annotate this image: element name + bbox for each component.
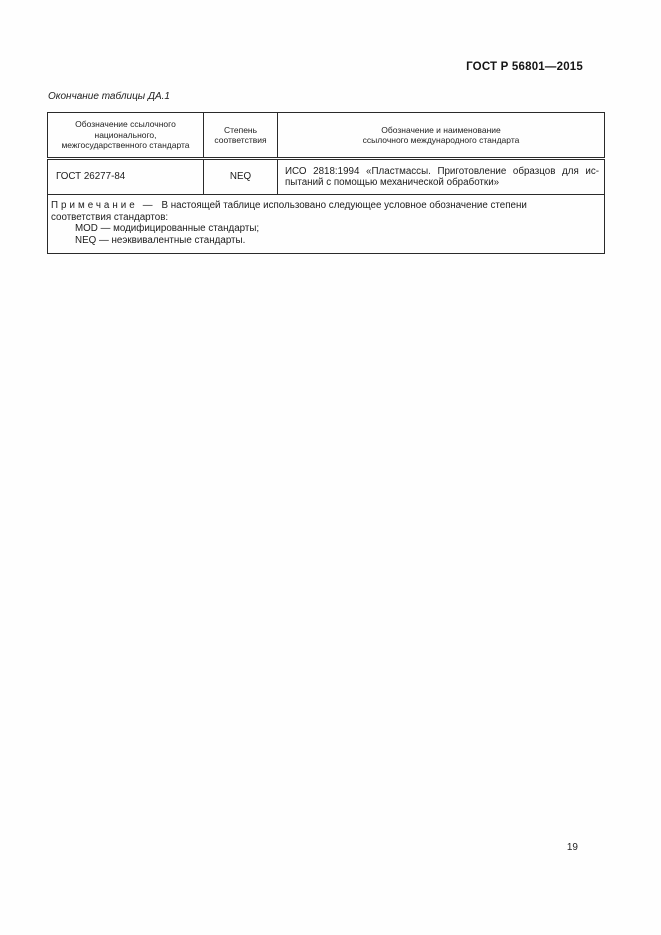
international-standard-line: пытаний с помощью механической обработки» — [285, 177, 500, 188]
table-body — [48, 159, 605, 254]
international-standard-line: ИСО 2818:1994 «Пластмассы. Приготовление образцов для ис- — [285, 165, 599, 177]
header-degree — [204, 113, 278, 159]
note-label: Примечание — [51, 200, 138, 211]
header-line: национального, — [94, 129, 157, 140]
header-line: ссылочного международного стандарта — [362, 135, 520, 145]
note-dash: — — [142, 200, 153, 211]
doc-number-header: ГОСТ Р 56801—2015 — [466, 61, 583, 73]
header-national-standard — [48, 113, 204, 159]
note-intro-continuation: соответствия стандартов: — [51, 211, 169, 223]
header-line: межгосударственного стандарта — [61, 140, 190, 151]
table-head — [48, 113, 605, 159]
header-line: Обозначение и наименование — [381, 124, 501, 135]
cell-degree: NEQ — [204, 159, 278, 195]
table-row — [48, 159, 605, 195]
header-line: Обозначение ссылочного — [75, 119, 176, 130]
note-cell — [48, 195, 605, 254]
header-international-standard — [278, 113, 605, 159]
note-item-mod: MOD — модифицированные стандарты; — [75, 223, 260, 234]
correspondence-table — [47, 112, 605, 254]
table-note-row — [48, 195, 605, 254]
table-header-row — [48, 113, 605, 159]
page-number: 19 — [566, 842, 578, 853]
header-line: соответствия — [214, 135, 267, 145]
note-item-neq: NEQ — неэквивалентные стандарты. — [75, 234, 246, 246]
note-intro-text: В настоящей таблице использовано следующее условное обозначение степени — [161, 200, 527, 211]
cell-national-standard: ГОСТ 26277-84 — [48, 159, 204, 195]
note-paragraph — [51, 200, 600, 212]
header-line: Степень — [223, 124, 258, 135]
table-caption: Окончание таблицы ДА.1 — [48, 91, 170, 102]
cell-international-standard — [278, 159, 605, 195]
